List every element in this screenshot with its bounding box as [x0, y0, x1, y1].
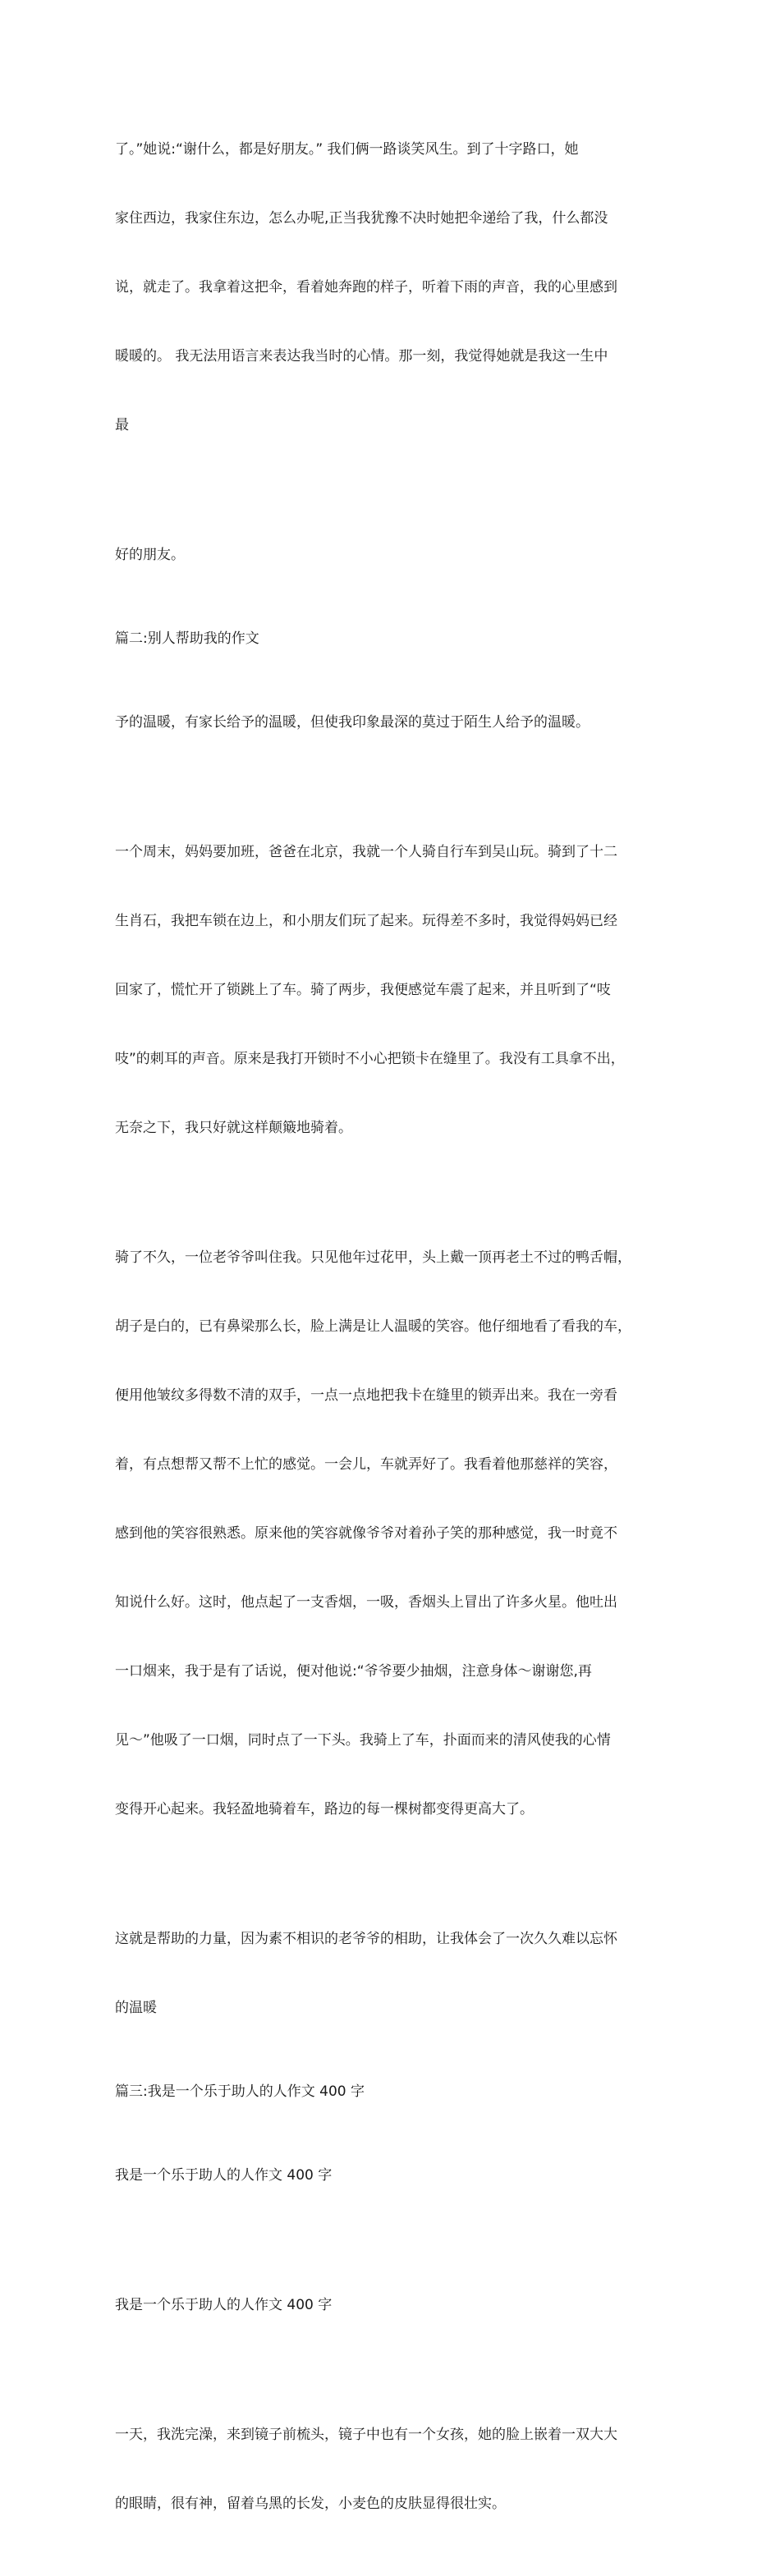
- text-line: 感到他的笑容很熟悉。原来他的笑容就像爷爷对着孙子笑的那种感觉，我一时竟不: [115, 1525, 617, 1542]
- text-line: 便用他皱纹多得数不清的双手，一点一点地把我卡在缝里的锁弄出来。我在一旁看: [115, 1387, 617, 1404]
- text-line: 好的朋友。: [115, 547, 185, 563]
- text-line: 知说什么好。这时，他点起了一支香烟，一吸，香烟头上冒出了许多火星。他吐出: [115, 1594, 617, 1611]
- document-body: [115, 92, 673, 2576]
- paragraph-4: [115, 795, 673, 1185]
- text-line: 吱”的刺耳的声音。原来是我打开锁时不小心把锁卡在缝里了。我没有工具拿不出，: [115, 1051, 625, 1067]
- section-heading-3: [115, 2080, 673, 2103]
- text-line: 一个周末，妈妈要加班，爸爸在北京，我就一个人骑自行车到吴山玩。骑到了十二: [115, 844, 617, 860]
- text-line: 回家了，慌忙开了锁跳上了车。骑了两步，我便感觉车震了起来，并且听到了“吱: [115, 982, 611, 998]
- text-line: 这就是帮助的力量，因为素不相识的老爷爷的相助，让我体会了一次久久难以忘怀: [115, 1931, 617, 1947]
- text-line: 无奈之下，我只好就这样颠簸地骑着。: [115, 1120, 352, 1136]
- text-line: 暖暖的。 我无法用语言来表达我当时的心情。那一刻，我觉得她就是我这一生中: [115, 348, 608, 364]
- text-line: 我是一个乐于助人的人作文 400 字: [115, 2297, 333, 2313]
- text-line: 我是一个乐于助人的人作文 400 字: [115, 2167, 333, 2184]
- paragraph-7: [115, 2118, 673, 2233]
- paragraph-5: [115, 1200, 673, 1867]
- text-line: 的眼睛，很有神，留着乌黑的长发，小麦色的皮肤显得很壮实。: [115, 2496, 506, 2512]
- paragraph-8: [115, 2248, 673, 2363]
- text-line: 骑了不久，一位老爷爷叫住我。只见他年过花甲，头上戴一顶再老土不过的鸭舌帽，: [115, 1249, 631, 1266]
- text-line: 生肖石，我把车锁在边上，和小朋友们玩了起来。玩得差不多时，我觉得妈妈已经: [115, 913, 617, 929]
- paragraph-9: [115, 2377, 673, 2561]
- text-line: 见～”他吸了一口烟，同时点了一下头。我骑上了车，扑面而来的清风使我的心情: [115, 1732, 611, 1749]
- text-line: 家住西边，我家住东边，怎么办呢,正当我犹豫不决时她把伞递给了我，什么都没: [115, 210, 608, 227]
- text-line: 一口烟来，我于是有了话说，便对他说:“爷爷要少抽烟，注意身体～谢谢您,再: [115, 1663, 592, 1680]
- heading-text: 篇二:别人帮助我的作文: [115, 630, 259, 647]
- paragraph-3: [115, 665, 673, 780]
- text-line: 予的温暖，有家长给予的温暖，但使我印象最深的莫过于陌生人给予的温暖。: [115, 714, 590, 731]
- heading-text: 篇三:我是一个乐于助人的人作文 400 字: [115, 2083, 365, 2100]
- paragraph-6: [115, 1882, 673, 2065]
- text-line: 说，就走了。我拿着这把伞，看着她奔跑的样子，听着下雨的声音，我的心里感到: [115, 279, 617, 296]
- paragraph-1: [115, 92, 673, 483]
- text-line: 胡子是白的，已有鼻梁那么长，脸上满是让人温暖的笑容。他仔细地看了看我的车，: [115, 1318, 631, 1335]
- text-line: 的温暖: [115, 2000, 157, 2016]
- paragraph-2: [115, 497, 673, 612]
- text-line: 变得开心起来。我轻盈地骑着车，路边的每一棵树都变得更高大了。: [115, 1801, 534, 1817]
- text-line: 着，有点想帮又帮不上忙的感觉。一会儿，车就弄好了。我看着他那慈祥的笑容，: [115, 1456, 617, 1473]
- text-line: 最: [115, 417, 129, 433]
- text-line: 了。”她说:“谢什么，都是好朋友。” 我们俩一路谈笑风生。到了十字路口，她: [115, 141, 579, 158]
- section-heading-2: [115, 627, 673, 650]
- text-line: 一天，我洗完澡，来到镜子前梳头，镜子中也有一个女孩，她的脸上嵌着一双大大: [115, 2427, 617, 2443]
